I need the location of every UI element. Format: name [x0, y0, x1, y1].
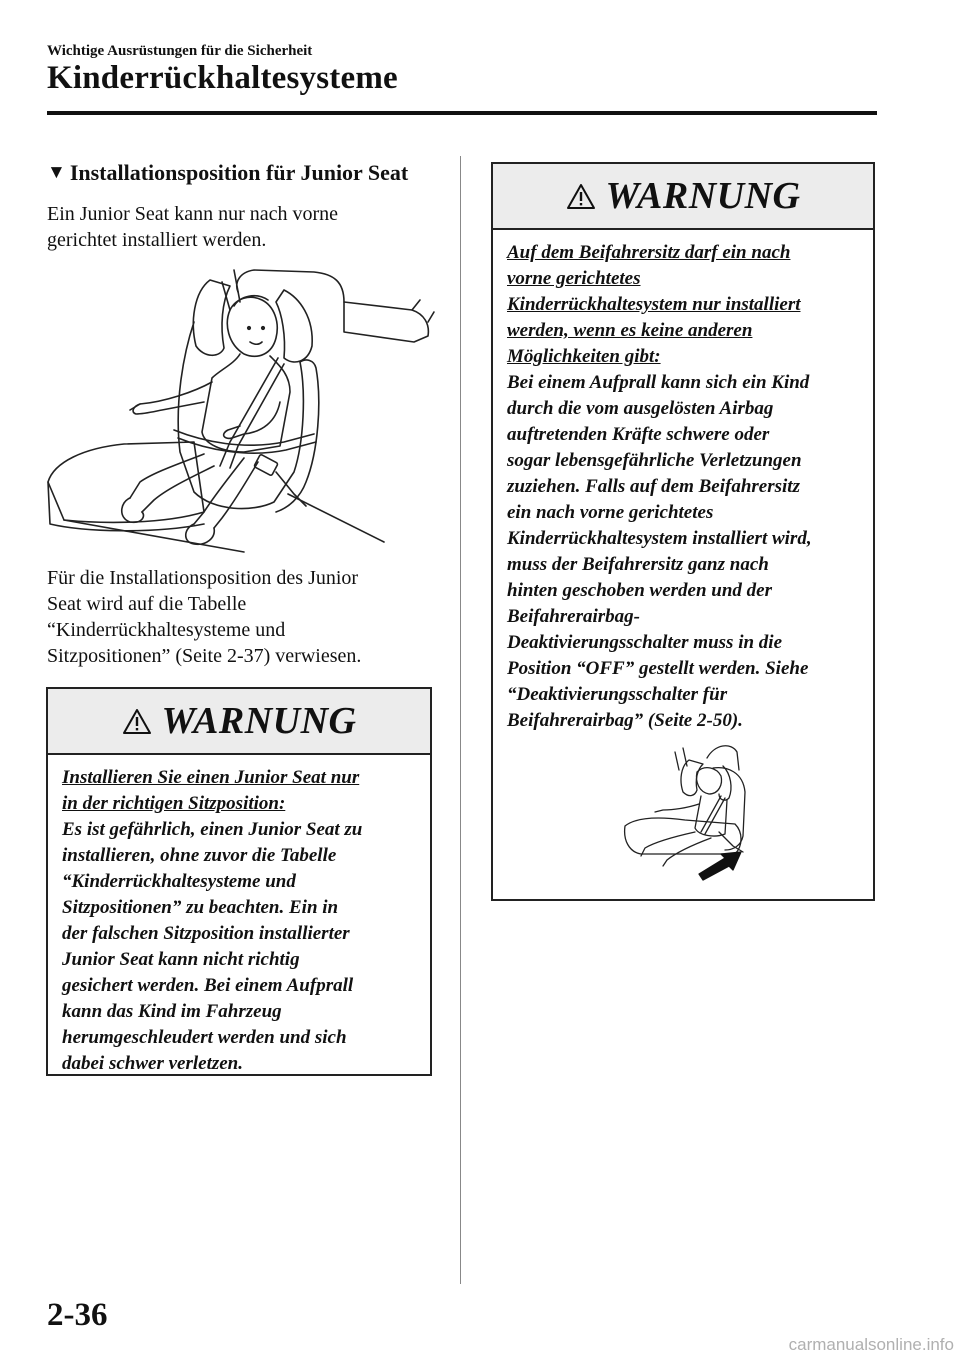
warning-header	[48, 689, 430, 755]
warning-lead: Installieren Sie einen Junior Seat nur in der richtigen Sitzposition:	[62, 767, 360, 814]
warning-lead: Auf dem Beifahrersitz darf ein nach vorne gerichtetes Kinderrückhaltesystem nur installiert werden, wenn es keine anderen Möglichkeiten gibt:	[507, 242, 801, 367]
warning-header	[493, 164, 873, 230]
chapter-kicker: Wichtige Ausrüstungen für die Sicherheit	[47, 43, 313, 59]
triangle-down-icon: ▼	[47, 162, 66, 183]
warning-text: Bei einem Aufprall kann sich ein Kind durch die vom ausgelösten Airbag auftretenden Kräfte schwere oder sogar lebensgefährliche Verletzungen zuziehen. Falls auf dem Beifahrersitz ein nach vorne gerichtetes Kinderrückhaltesystem installiert wird, muss der Beifahrersitz ganz nach hinten geschoben werden und der Beifahrerairbag- Deaktivierungsschalter muss in die Position “OFF” gestellt werden. Siehe “Deaktivierungsschalter für Beifahrerairbag” (Seite 2-50).	[507, 372, 812, 731]
section-heading-text: Installationsposition für Junior Seat	[69, 160, 409, 185]
warning-box-seat-position	[46, 687, 432, 1076]
warning-triangle-icon	[566, 183, 596, 210]
page-title: Kinderrückhaltesysteme	[47, 60, 398, 96]
warning-box-passenger-seat	[491, 162, 875, 901]
warning-body	[48, 755, 430, 1077]
intro-paragraph: Ein Junior Seat kann nur nach vorne gerichtet installiert werden.	[47, 203, 339, 251]
junior-seat-illustration	[44, 262, 436, 558]
column-divider	[460, 156, 461, 1284]
warning-label: WARNUNG	[605, 175, 801, 217]
section-heading	[47, 160, 408, 186]
watermark: carmanualsonline.info	[788, 1335, 954, 1354]
warning-body	[493, 230, 873, 734]
page-number: 2-36	[47, 1297, 108, 1333]
warning-text: Es ist gefährlich, einen Junior Seat zu installieren, ohne zuvor die Tabelle “Kinderrückhaltesysteme und Sitzpositionen” zu beachten. Ein in der falschen Sitzposition installierter Junior Seat kann nicht richtig gesichert werden. Bei einem Aufprall kann das Kind im Fahrzeug herumgeschleudert werden und sich dabei schwer verletzen.	[62, 819, 363, 1074]
title-rule	[47, 111, 877, 115]
reference-paragraph: Für die Installationsposition des Junior Seat wird auf die Tabelle “Kinderrückhaltesysteme und Sitzpositionen” (Seite 2-37) verwiesen.	[47, 567, 362, 667]
seat-pushed-back-illustration	[615, 736, 765, 882]
warning-label: WARNUNG	[161, 700, 357, 742]
warning-triangle-icon	[122, 708, 152, 735]
